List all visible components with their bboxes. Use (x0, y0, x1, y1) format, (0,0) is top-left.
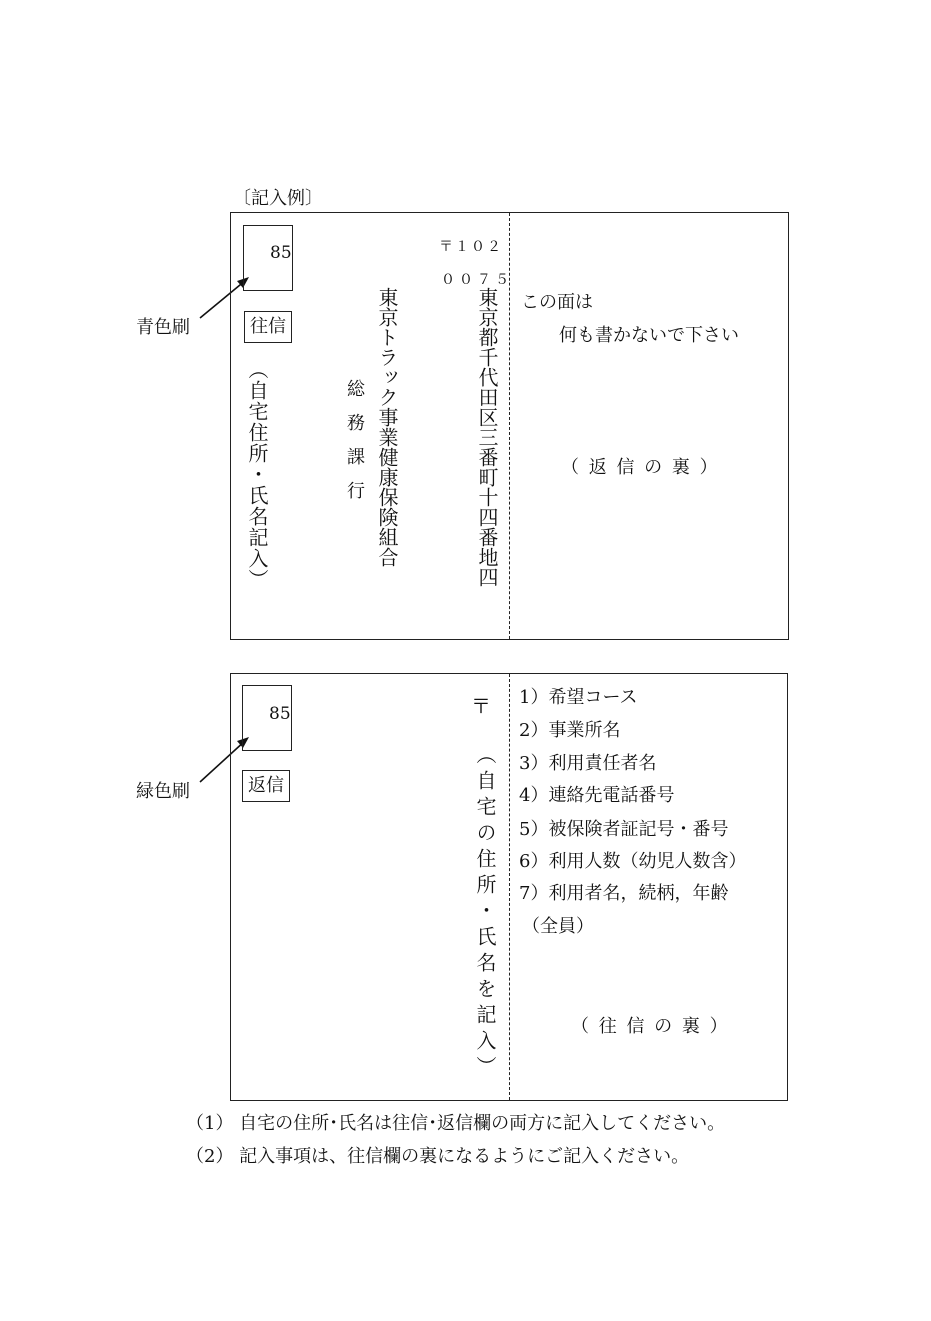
card2-postal-mark: 〒 (471, 694, 491, 718)
card1-right-line1: この面は (521, 292, 593, 313)
card1-organization: 東京トラック事業健康保険組合 (375, 287, 399, 567)
card2-item-7: 7）利用者名，続柄，年齢 (519, 883, 729, 904)
card2-item-5: 5）被保険者証記号・番号 (519, 819, 729, 840)
card2-item-1: 1）希望コース (519, 687, 638, 708)
card2-fold-line (509, 674, 510, 1100)
card1-postal-line2: ００７５ (441, 272, 513, 288)
card2-address-note: （自宅の住所・氏名を記入） (473, 744, 497, 1082)
card1-postal-line1: 〒１０２ (439, 239, 503, 255)
card2-tag: 返信 (242, 770, 290, 802)
card2-side-label: 緑色刷 (136, 781, 190, 802)
card2-reply-front (230, 673, 788, 1101)
card2-right-caption: （ 往 信 の 裏 ） (571, 1016, 730, 1037)
card2-item-4: 4）連絡先電話番号 (519, 785, 675, 806)
card1-right-line2: 何も書かないで下さい (559, 325, 739, 346)
note-2: （2） 記入事項は、往信欄の裏になるようにご記入ください。 (186, 1146, 690, 1167)
example-heading: 〔記入例〕 (233, 188, 323, 209)
card2-item-6: 6）利用人数（幼児人数含） (519, 851, 747, 872)
card1-right-caption: （ 返 信 の 裏 ） (561, 457, 720, 478)
card1-stamp-value: 85 (270, 243, 292, 263)
card2-item-2: 2）事業所名 (519, 720, 621, 741)
card2-item-3: 3）利用責任者名 (519, 753, 657, 774)
card2-stamp-value: 85 (269, 704, 291, 724)
card2-items-note: （全員） (522, 916, 594, 937)
card1-address: 東京都千代田区三番町十四番地四 (475, 287, 499, 587)
card1-tag: 往信 (244, 311, 292, 343)
card1-side-label: 青色刷 (136, 317, 190, 338)
note-1: （1） 自宅の住所･氏名は往信･返信欄の両方に記入してください。 (186, 1113, 726, 1134)
card1-sender-note: （自宅住所・氏名記入） (245, 359, 269, 590)
card1-recipient-department: 総務課行 (344, 379, 365, 515)
